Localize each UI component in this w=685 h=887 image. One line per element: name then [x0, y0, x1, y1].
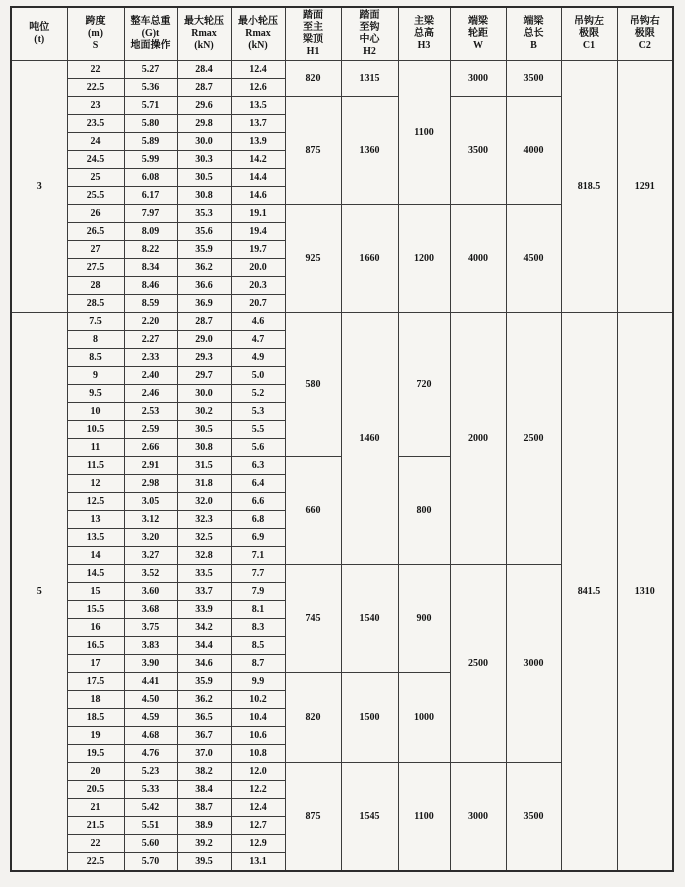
- cell-span: 13: [67, 511, 124, 529]
- header-b: [506, 7, 561, 61]
- header-row: [11, 7, 673, 61]
- cell-h2: 1545: [341, 763, 398, 871]
- cell-span: 14: [67, 547, 124, 565]
- cell-rmin: 9.9: [231, 673, 285, 691]
- cell-h1: 820: [285, 673, 341, 763]
- cell-rmin: 20.0: [231, 259, 285, 277]
- cell-span: 23: [67, 97, 124, 115]
- header-weight: [124, 7, 177, 61]
- cell-span: 26.5: [67, 223, 124, 241]
- header-tonnage: [11, 7, 67, 61]
- header-weight-line: 地面操作: [130, 39, 171, 51]
- header-weight-line: 整车总重: [130, 16, 171, 28]
- header-h1-line: H1: [306, 45, 320, 57]
- cell-weight: 4.68: [124, 727, 177, 745]
- cell-h2: 1315: [341, 61, 398, 97]
- cell-rmin: 6.6: [231, 493, 285, 511]
- cell-span: 11: [67, 439, 124, 457]
- cell-rmin: 12.7: [231, 817, 285, 835]
- header-c1-line: C1: [582, 39, 596, 51]
- cell-h3: 720: [398, 313, 450, 457]
- cell-rmin: 10.2: [231, 691, 285, 709]
- cell-h2: 1660: [341, 205, 398, 313]
- cell-span: 22.5: [67, 853, 124, 871]
- cell-span: 8: [67, 331, 124, 349]
- cell-rmax: 35.6: [177, 223, 231, 241]
- cell-h3: 1200: [398, 205, 450, 313]
- cell-span: 18.5: [67, 709, 124, 727]
- header-h3-line: 总高: [414, 28, 434, 40]
- header-span-line: (m): [88, 28, 103, 40]
- cell-rmin: 12.4: [231, 61, 285, 79]
- header-span-line: 跨度: [85, 16, 106, 28]
- cell-weight: 8.59: [124, 295, 177, 313]
- cell-rmax: 33.5: [177, 565, 231, 583]
- cell-weight: 5.70: [124, 853, 177, 871]
- header-h1-line: 至主: [303, 22, 323, 34]
- cell-rmax: 32.0: [177, 493, 231, 511]
- cell-rmin: 19.1: [231, 205, 285, 223]
- cell-rmax: 28.7: [177, 79, 231, 97]
- cell-span: 27: [67, 241, 124, 259]
- cell-b: 3500: [506, 61, 561, 97]
- cell-weight: 5.33: [124, 781, 177, 799]
- cell-rmax: 29.3: [177, 349, 231, 367]
- cell-weight: 5.51: [124, 817, 177, 835]
- cell-rmax: 38.9: [177, 817, 231, 835]
- cell-rmax: 28.4: [177, 61, 231, 79]
- cell-rmax: 30.5: [177, 421, 231, 439]
- cell-rmin: 8.1: [231, 601, 285, 619]
- cell-weight: 3.12: [124, 511, 177, 529]
- cell-h1: 875: [285, 97, 341, 205]
- cell-span: 9: [67, 367, 124, 385]
- cell-weight: 7.97: [124, 205, 177, 223]
- header-c2-line: 极限: [634, 28, 655, 40]
- cell-b: 3000: [506, 565, 561, 763]
- header-w-line: 轮距: [468, 28, 488, 40]
- cell-rmax: 33.7: [177, 583, 231, 601]
- cell-weight: 3.90: [124, 655, 177, 673]
- header-w-line: W: [473, 39, 483, 51]
- cell-h1: 820: [285, 61, 341, 97]
- cell-span: 15.5: [67, 601, 124, 619]
- cell-span: 8.5: [67, 349, 124, 367]
- header-b-line: 总长: [523, 28, 544, 40]
- cell-span: 12.5: [67, 493, 124, 511]
- cell-rmin: 10.4: [231, 709, 285, 727]
- cell-w: 4000: [450, 205, 506, 313]
- cell-rmin: 13.7: [231, 115, 285, 133]
- header-rmax-line: Rmax: [191, 28, 217, 40]
- cell-weight: 5.23: [124, 763, 177, 781]
- cell-rmin: 14.2: [231, 151, 285, 169]
- cell-span: 20.5: [67, 781, 124, 799]
- cell-tonnage: 3: [11, 61, 67, 313]
- cell-span: 22.5: [67, 79, 124, 97]
- cell-rmin: 6.4: [231, 475, 285, 493]
- header-b-line: 端梁: [523, 16, 544, 28]
- header-c1-line: 吊钩左: [574, 16, 604, 28]
- header-rmax-line: (kN): [194, 39, 214, 51]
- cell-span: 26: [67, 205, 124, 223]
- cell-span: 22: [67, 835, 124, 853]
- cell-weight: 8.22: [124, 241, 177, 259]
- cell-rmax: 30.5: [177, 169, 231, 187]
- cell-rmin: 4.9: [231, 349, 285, 367]
- cell-h2: 1360: [341, 97, 398, 205]
- cell-rmin: 10.8: [231, 745, 285, 763]
- cell-b: 3500: [506, 763, 561, 871]
- cell-h3: 800: [398, 457, 450, 565]
- cell-span: 10.5: [67, 421, 124, 439]
- cell-rmax: 29.6: [177, 97, 231, 115]
- cell-weight: 3.05: [124, 493, 177, 511]
- cell-c1: 818.5: [561, 61, 617, 313]
- header-h1: [285, 7, 341, 61]
- header-w-line: 端梁: [468, 16, 488, 28]
- cell-rmax: 30.2: [177, 403, 231, 421]
- cell-rmin: 5.0: [231, 367, 285, 385]
- cell-weight: 6.08: [124, 169, 177, 187]
- cell-rmin: 12.9: [231, 835, 285, 853]
- cell-weight: 4.41: [124, 673, 177, 691]
- cell-rmax: 37.0: [177, 745, 231, 763]
- data-row: [11, 313, 673, 331]
- header-c2-line: C2: [638, 39, 651, 51]
- cell-weight: 2.53: [124, 403, 177, 421]
- cell-rmax: 30.3: [177, 151, 231, 169]
- cell-span: 25: [67, 169, 124, 187]
- cell-weight: 2.91: [124, 457, 177, 475]
- data-row: [11, 61, 673, 79]
- cell-rmax: 36.2: [177, 691, 231, 709]
- cell-span: 28: [67, 277, 124, 295]
- cell-rmax: 36.7: [177, 727, 231, 745]
- cell-rmax: 36.2: [177, 259, 231, 277]
- cell-weight: 4.50: [124, 691, 177, 709]
- header-h3-line: H3: [417, 39, 431, 51]
- cell-weight: 2.20: [124, 313, 177, 331]
- header-rmin-line: (kN): [248, 39, 268, 51]
- cell-span: 9.5: [67, 385, 124, 403]
- cell-rmin: 6.8: [231, 511, 285, 529]
- cell-span: 23.5: [67, 115, 124, 133]
- header-h1-line: 踏面: [303, 10, 323, 22]
- cell-rmax: 30.8: [177, 439, 231, 457]
- cell-weight: 8.46: [124, 277, 177, 295]
- cell-rmin: 5.6: [231, 439, 285, 457]
- cell-rmax: 31.8: [177, 475, 231, 493]
- cell-span: 10: [67, 403, 124, 421]
- cell-h2: 1460: [341, 313, 398, 565]
- header-c1: [561, 7, 617, 61]
- cell-h1: 925: [285, 205, 341, 313]
- cell-weight: 8.09: [124, 223, 177, 241]
- cell-rmin: 5.3: [231, 403, 285, 421]
- cell-rmax: 35.3: [177, 205, 231, 223]
- cell-c2: 1310: [617, 313, 673, 871]
- cell-rmax: 31.5: [177, 457, 231, 475]
- cell-rmin: 19.7: [231, 241, 285, 259]
- cell-rmin: 7.9: [231, 583, 285, 601]
- cell-rmin: 20.3: [231, 277, 285, 295]
- cell-rmin: 6.3: [231, 457, 285, 475]
- cell-span: 25.5: [67, 187, 124, 205]
- cell-h1: 580: [285, 313, 341, 457]
- header-tonnage-line: (t): [34, 34, 45, 45]
- cell-h1: 660: [285, 457, 341, 565]
- cell-span: 7.5: [67, 313, 124, 331]
- cell-rmax: 38.7: [177, 799, 231, 817]
- cell-h1: 875: [285, 763, 341, 871]
- cell-rmin: 14.6: [231, 187, 285, 205]
- header-w: [450, 7, 506, 61]
- cell-weight: 8.34: [124, 259, 177, 277]
- header-span: [67, 7, 124, 61]
- cell-rmin: 12.0: [231, 763, 285, 781]
- cell-b: 2500: [506, 313, 561, 565]
- cell-rmax: 39.5: [177, 853, 231, 871]
- cell-rmin: 5.2: [231, 385, 285, 403]
- header-rmax-line: 最大轮压: [184, 16, 224, 28]
- cell-span: 17.5: [67, 673, 124, 691]
- header-rmin: [231, 7, 285, 61]
- cell-h3: 1100: [398, 61, 450, 205]
- cell-rmin: 13.5: [231, 97, 285, 115]
- cell-rmax: 29.7: [177, 367, 231, 385]
- cell-rmax: 36.6: [177, 277, 231, 295]
- cell-span: 12: [67, 475, 124, 493]
- cell-rmin: 20.7: [231, 295, 285, 313]
- cell-rmin: 12.2: [231, 781, 285, 799]
- cell-weight: 3.20: [124, 529, 177, 547]
- cell-rmin: 4.7: [231, 331, 285, 349]
- cell-weight: 2.40: [124, 367, 177, 385]
- cell-rmax: 30.8: [177, 187, 231, 205]
- cell-weight: 2.27: [124, 331, 177, 349]
- cell-span: 24.5: [67, 151, 124, 169]
- cell-weight: 3.52: [124, 565, 177, 583]
- crane-spec-table: [10, 6, 674, 872]
- cell-rmin: 8.7: [231, 655, 285, 673]
- header-h2-line: 中心: [359, 34, 380, 45]
- header-rmin-line: Rmax: [245, 28, 271, 40]
- header-h2-line: H2: [363, 45, 376, 57]
- cell-rmin: 8.5: [231, 637, 285, 655]
- cell-weight: 2.33: [124, 349, 177, 367]
- cell-b: 4000: [506, 97, 561, 205]
- cell-span: 14.5: [67, 565, 124, 583]
- cell-span: 22: [67, 61, 124, 79]
- cell-rmax: 34.4: [177, 637, 231, 655]
- cell-rmax: 35.9: [177, 673, 231, 691]
- cell-span: 19: [67, 727, 124, 745]
- cell-span: 19.5: [67, 745, 124, 763]
- cell-rmax: 29.8: [177, 115, 231, 133]
- cell-weight: 5.99: [124, 151, 177, 169]
- cell-weight: 6.17: [124, 187, 177, 205]
- cell-span: 20: [67, 763, 124, 781]
- cell-weight: 5.36: [124, 79, 177, 97]
- cell-weight: 4.76: [124, 745, 177, 763]
- cell-rmin: 13.1: [231, 853, 285, 871]
- cell-h3: 1000: [398, 673, 450, 763]
- cell-weight: 5.89: [124, 133, 177, 151]
- cell-weight: 5.42: [124, 799, 177, 817]
- cell-rmin: 4.6: [231, 313, 285, 331]
- cell-h1: 745: [285, 565, 341, 673]
- cell-rmax: 33.9: [177, 601, 231, 619]
- cell-span: 21.5: [67, 817, 124, 835]
- header-c2: [617, 7, 673, 61]
- cell-rmax: 36.9: [177, 295, 231, 313]
- header-span-line: S: [92, 39, 99, 51]
- cell-weight: 2.98: [124, 475, 177, 493]
- cell-span: 16.5: [67, 637, 124, 655]
- cell-rmax: 30.0: [177, 385, 231, 403]
- cell-rmin: 8.3: [231, 619, 285, 637]
- cell-h2: 1500: [341, 673, 398, 763]
- cell-rmax: 29.0: [177, 331, 231, 349]
- header-weight-line: (G)t: [141, 28, 160, 40]
- cell-h3: 900: [398, 565, 450, 673]
- cell-rmax: 38.4: [177, 781, 231, 799]
- cell-w: 3000: [450, 763, 506, 871]
- table-body: [11, 61, 673, 871]
- cell-rmin: 12.4: [231, 799, 285, 817]
- cell-rmin: 5.5: [231, 421, 285, 439]
- cell-span: 15: [67, 583, 124, 601]
- cell-h3: 1100: [398, 763, 450, 871]
- cell-span: 24: [67, 133, 124, 151]
- cell-span: 16: [67, 619, 124, 637]
- cell-rmax: 34.2: [177, 619, 231, 637]
- cell-w: 3000: [450, 61, 506, 97]
- cell-rmin: 7.1: [231, 547, 285, 565]
- cell-weight: 5.71: [124, 97, 177, 115]
- cell-rmin: 7.7: [231, 565, 285, 583]
- header-h3-line: 主梁: [414, 16, 434, 28]
- header-h3: [398, 7, 450, 61]
- cell-rmax: 32.5: [177, 529, 231, 547]
- cell-weight: 2.59: [124, 421, 177, 439]
- cell-span: 17: [67, 655, 124, 673]
- cell-rmin: 14.4: [231, 169, 285, 187]
- cell-weight: 5.60: [124, 835, 177, 853]
- cell-w: 3500: [450, 97, 506, 205]
- cell-weight: 3.68: [124, 601, 177, 619]
- header-b-line: B: [530, 39, 537, 51]
- table-head: [11, 7, 673, 61]
- cell-weight: 2.66: [124, 439, 177, 457]
- cell-b: 4500: [506, 205, 561, 313]
- cell-rmax: 36.5: [177, 709, 231, 727]
- header-tonnage-line: 吨位: [29, 22, 50, 34]
- cell-rmax: 39.2: [177, 835, 231, 853]
- cell-rmin: 19.4: [231, 223, 285, 241]
- cell-rmax: 30.0: [177, 133, 231, 151]
- header-c1-line: 极限: [579, 28, 599, 40]
- cell-rmin: 13.9: [231, 133, 285, 151]
- cell-w: 2500: [450, 565, 506, 763]
- cell-span: 18: [67, 691, 124, 709]
- cell-span: 11.5: [67, 457, 124, 475]
- cell-rmax: 35.9: [177, 241, 231, 259]
- cell-rmax: 32.3: [177, 511, 231, 529]
- cell-span: 28.5: [67, 295, 124, 313]
- cell-w: 2000: [450, 313, 506, 565]
- cell-c2: 1291: [617, 61, 673, 313]
- header-c2-line: 吊钩右: [629, 16, 660, 28]
- cell-weight: 5.80: [124, 115, 177, 133]
- cell-rmin: 10.6: [231, 727, 285, 745]
- cell-weight: 3.27: [124, 547, 177, 565]
- cell-span: 21: [67, 799, 124, 817]
- cell-rmax: 38.2: [177, 763, 231, 781]
- header-h1-line: 梁顶: [303, 34, 323, 45]
- cell-rmax: 28.7: [177, 313, 231, 331]
- cell-span: 13.5: [67, 529, 124, 547]
- cell-weight: 3.75: [124, 619, 177, 637]
- header-h2-line: 至钩: [359, 22, 380, 34]
- header-rmax: [177, 7, 231, 61]
- cell-c1: 841.5: [561, 313, 617, 871]
- cell-weight: 3.60: [124, 583, 177, 601]
- cell-rmin: 12.6: [231, 79, 285, 97]
- cell-weight: 3.83: [124, 637, 177, 655]
- cell-rmax: 32.8: [177, 547, 231, 565]
- header-h2-line: 踏面: [359, 10, 380, 22]
- cell-rmin: 6.9: [231, 529, 285, 547]
- cell-h2: 1540: [341, 565, 398, 673]
- cell-weight: 5.27: [124, 61, 177, 79]
- cell-rmax: 34.6: [177, 655, 231, 673]
- cell-weight: 4.59: [124, 709, 177, 727]
- header-rmin-line: 最小轮压: [238, 16, 278, 28]
- header-h2: [341, 7, 398, 61]
- cell-tonnage: 5: [11, 313, 67, 871]
- cell-span: 27.5: [67, 259, 124, 277]
- cell-weight: 2.46: [124, 385, 177, 403]
